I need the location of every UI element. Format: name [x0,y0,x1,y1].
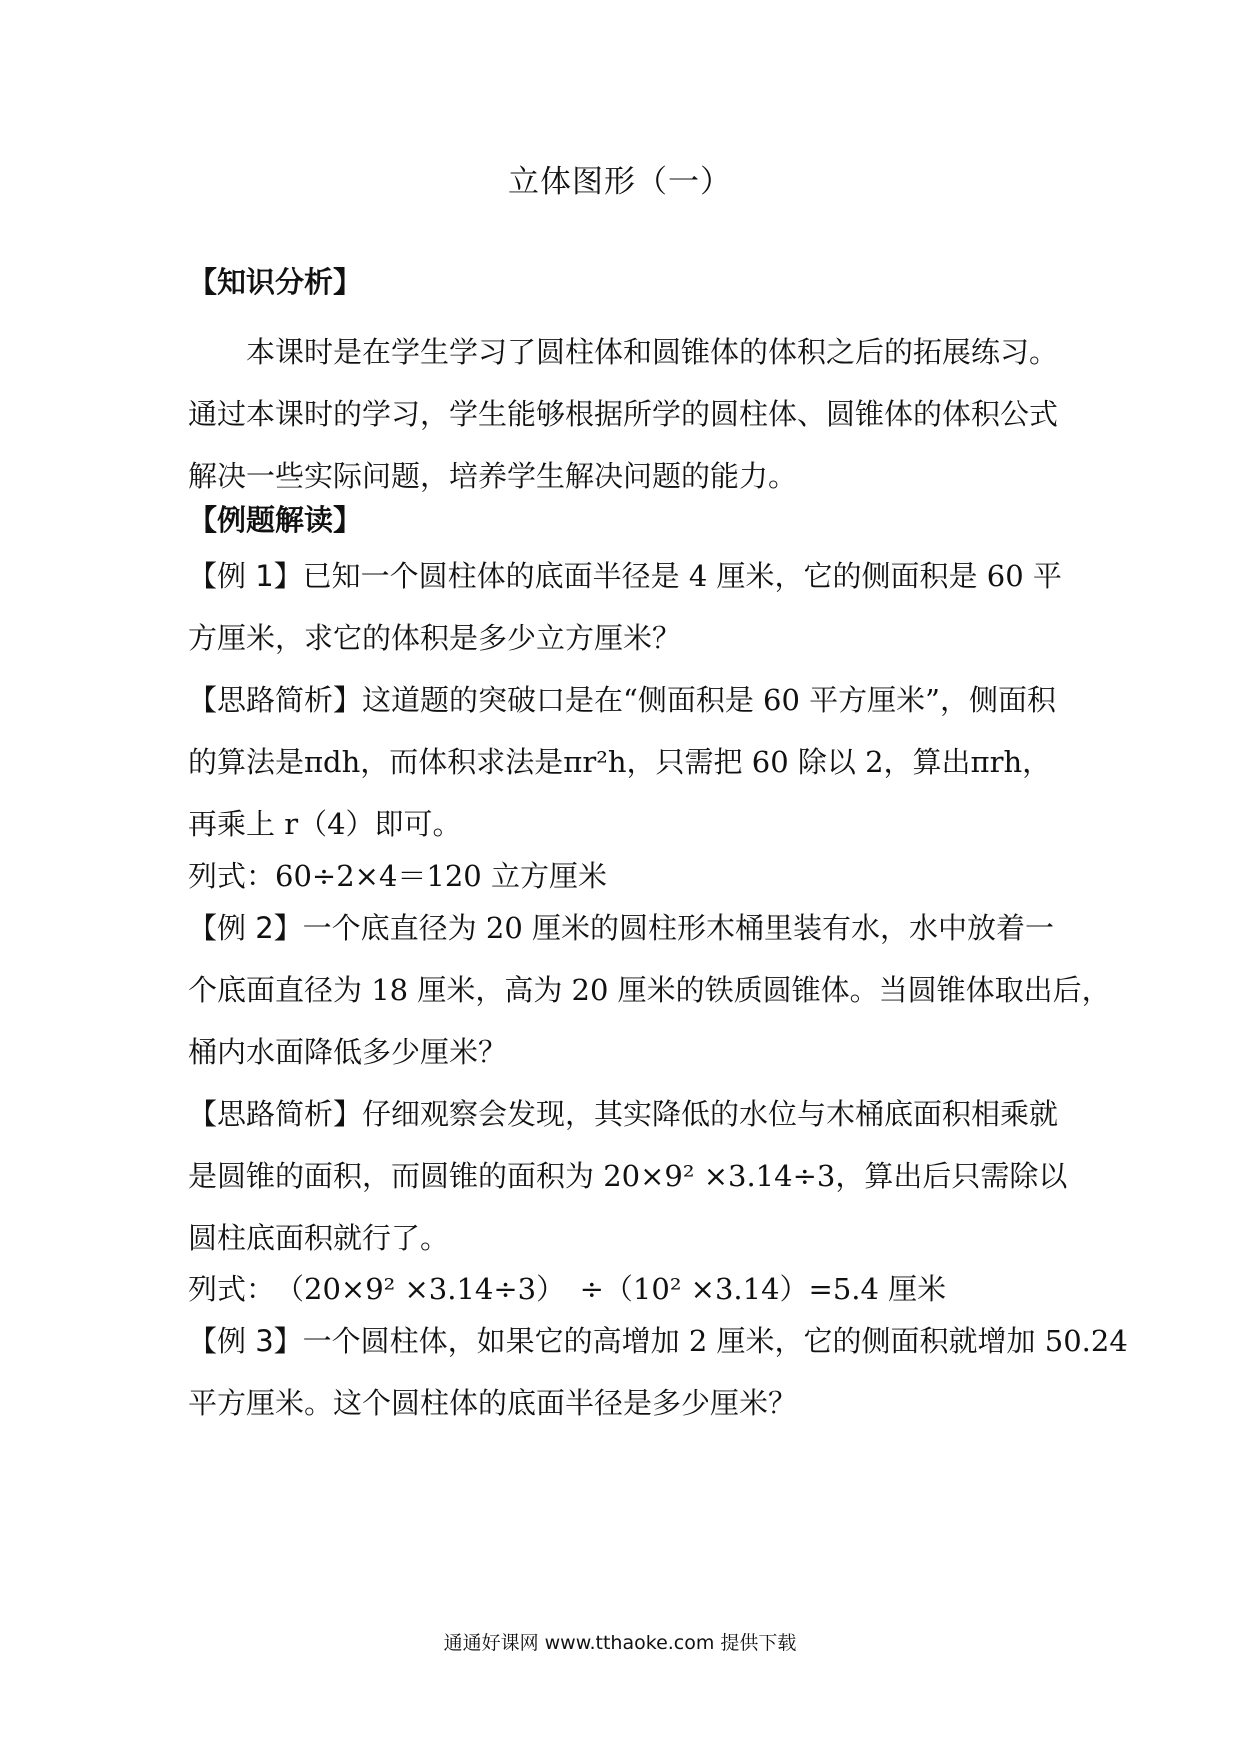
text-line: 再乘上 r（4）即可。 [188,807,462,841]
example-2-tag: 【例 2】 [188,911,303,945]
text-line: 个底面直径为 18 厘米，高为 20 厘米的铁质圆锥体。当圆锥体取出后， [188,973,1111,1007]
example-3-question [188,1310,1128,1434]
example-2-analysis [188,1083,1068,1269]
section-heading-examples: 【例题解读】 [188,503,363,537]
example-1-tag: 【例 1】 [188,559,303,593]
text-line: 一个圆柱体，如果它的高增加 2 厘米，它的侧面积就增加 50.24 [302,1324,1128,1358]
text-line: 是圆锥的面积，而圆锥的面积为 20×9² ×3.14÷3，算出后只需除以 [188,1159,1068,1193]
page-title: 立体图形（一） [508,164,732,200]
text-line: 解决一些实际问题，培养学生解决问题的能力。 [188,459,798,493]
page-footer: 通通好课网 www.tthaoke.com 提供下载 [443,1632,797,1654]
example-1-formula: 列式：60÷2×4＝120 立方厘米 [188,859,607,893]
example-2-question [188,897,1111,1083]
text-line: 圆柱底面积就行了。 [188,1221,450,1255]
example-1-question [188,545,1063,669]
text-line: 已知一个圆柱体的底面半径是 4 厘米，它的侧面积是 60 平 [302,559,1062,593]
text-line: 通过本课时的学习，学生能够根据所学的圆柱体、圆锥体的体积公式 [188,397,1059,431]
analysis-tag: 【思路简析】 [188,1097,363,1131]
text-line: 仔细观察会发现，其实降低的水位与木桶底面积相乘就 [362,1097,1059,1131]
text-line: 一个底直径为 20 厘米的圆柱形木桶里装有水，水中放着一 [302,911,1055,945]
example-2-formula: 列式： （20×9² ×3.14÷3） ÷（10² ×3.14）=5.4 厘米 [188,1272,947,1306]
text-line: 的算法是πdh，而体积求法是πr²h，只需把 60 除以 2，算出πrh， [188,745,1052,779]
text-line: 这道题的突破口是在“侧面积是 60 平方厘米”，侧面积 [362,683,1057,717]
example-1-analysis [188,669,1063,855]
knowledge-paragraph [188,321,1063,507]
section-heading-knowledge: 【知识分析】 [188,265,363,299]
analysis-tag: 【思路简析】 [188,683,363,717]
text-line: 方厘米，求它的体积是多少立方厘米？ [188,621,682,655]
text-line: 本课时是在学生学习了圆柱体和圆锥体的体积之后的拓展练习。 [246,335,1059,369]
example-3-tag: 【例 3】 [188,1324,303,1358]
text-line: 桶内水面降低多少厘米？ [188,1035,508,1069]
text-line: 平方厘米。这个圆柱体的底面半径是多少厘米？ [188,1386,798,1420]
